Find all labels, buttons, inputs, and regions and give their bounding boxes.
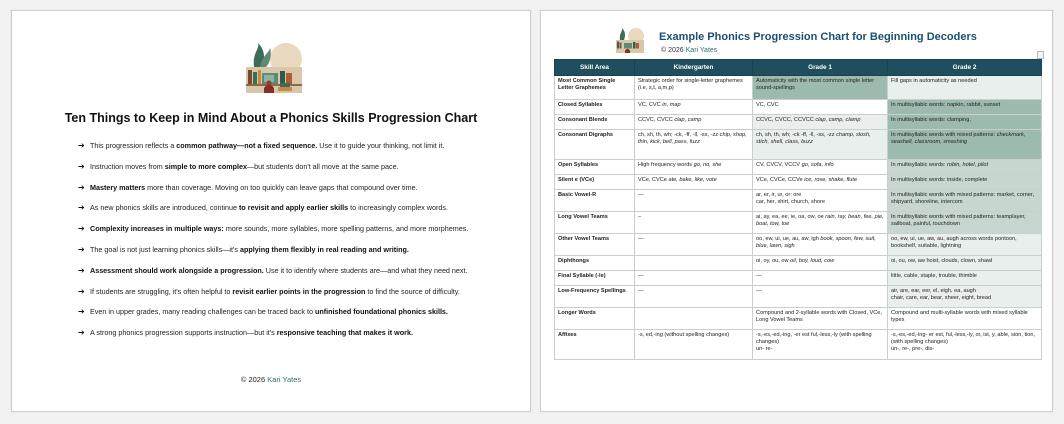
kindergarten-cell xyxy=(635,115,753,130)
grade1-cell xyxy=(753,190,888,212)
cell-text: — xyxy=(638,192,644,198)
tip-text-part: This progression reflects a xyxy=(90,141,177,150)
grade1-cell xyxy=(753,271,888,286)
tip-text xyxy=(90,245,409,254)
kindergarten-cell xyxy=(635,100,753,115)
copyright xyxy=(12,375,530,384)
cell-text: little, cable, staple, trouble, thimble xyxy=(891,273,977,279)
tip-text xyxy=(90,307,448,316)
cell-example-words: ate, bake, like, vote xyxy=(668,177,717,183)
kindergarten-cell xyxy=(635,160,753,175)
skill-area-cell: Diphthongs xyxy=(555,256,635,271)
cell-text: -s, ed,-ing (without spelling changes) xyxy=(638,332,730,338)
left-page xyxy=(11,10,531,412)
table-header-row xyxy=(555,60,1042,76)
tip-item xyxy=(78,307,526,328)
cell-text: — xyxy=(756,288,762,294)
kindergarten-cell xyxy=(635,330,753,360)
kindergarten-cell xyxy=(635,256,753,271)
grade2-cell xyxy=(888,212,1042,234)
table-row xyxy=(555,175,1042,190)
cell-example-words: in, map xyxy=(662,102,681,108)
table-row xyxy=(555,160,1042,175)
tip-text-part: more sounds, more syllables, more spelling patterns, and more morphemes. xyxy=(223,224,469,234)
table-row xyxy=(555,256,1042,271)
grade2-cell xyxy=(888,234,1042,256)
cell-text-line2: car, her, shirt, church, shore xyxy=(756,198,826,205)
cell-text: In multisyllabic words: napkin, rabbit, sunset xyxy=(891,102,1001,108)
tip-item xyxy=(78,245,526,266)
skill-area-cell: Closed Syllables xyxy=(555,100,635,115)
cell-text: -s,-es,-ed,-ing- er est, ful,-less,-ly, or, ist, y, able, sion, tion, (with spelling changes) xyxy=(891,332,1036,345)
tip-text xyxy=(90,287,460,296)
arrow-right-icon: ➔ xyxy=(78,161,85,171)
grade2-cell xyxy=(888,100,1042,115)
cell-text: -s,-es,-ed,-ing, -er est ful,-less,-ly (with spelling changes) xyxy=(756,332,872,345)
cell-text: oo, ew, ui, ue, au, aw, igh xyxy=(756,236,819,242)
skill-area-cell: Affixes xyxy=(555,330,635,360)
arrow-right-icon: ➔ xyxy=(78,244,85,254)
grade1-cell xyxy=(753,286,888,308)
cell-text: – xyxy=(638,214,642,220)
copyright-text: © 2026 xyxy=(661,47,684,54)
grade1-cell xyxy=(753,160,888,175)
cell-example-words: go, sofa, info xyxy=(801,162,834,168)
cell-text: Automaticity with the most common single letter sound-spellings xyxy=(756,78,875,91)
copyright xyxy=(661,47,717,54)
tip-text-part: Instruction moves from xyxy=(90,161,165,171)
tip-text xyxy=(90,328,413,337)
kindergarten-cell xyxy=(635,308,753,330)
arrow-right-icon: ➔ xyxy=(78,328,85,338)
table-row xyxy=(555,234,1042,256)
tip-item xyxy=(78,224,526,245)
grade1-cell xyxy=(753,175,888,190)
cell-example-words: ice, rose, shake, flute xyxy=(804,177,858,183)
cell-text: In multisyllabic words: xyxy=(891,162,946,168)
cell-text: VC, CVC xyxy=(638,102,661,108)
cell-example-words: clap, camp xyxy=(674,117,702,123)
tips-list xyxy=(78,141,526,349)
tip-item xyxy=(78,141,526,162)
skill-area-cell: Final Syllable (-le) xyxy=(555,271,635,286)
tip-text-part: more than coverage. Moving on too quickly can leave gaps that compound over time. xyxy=(145,182,418,192)
tip-text xyxy=(90,266,468,275)
cell-text: Compound and multi-syllable words with mixed syllable types xyxy=(891,310,1028,323)
cell-text: oo, ew, ui, ue, aw, au, augh across words pontoon, bookshelf, suitable, lightning xyxy=(891,236,1017,249)
column-header: Grade 1 xyxy=(753,60,888,76)
cell-text: ch, sh, th, wh; -ck, -ff, -ll, -ss, -zz xyxy=(638,132,719,138)
tip-text-part: If students are struggling, it's often helpful to xyxy=(90,286,233,296)
cell-text: Compound and 2-syllable words with Closed, VCe, Long Vowel Teams xyxy=(756,310,882,323)
table-row xyxy=(555,286,1042,308)
arrow-right-icon: ➔ xyxy=(78,265,85,275)
tip-text-part: to find the source of difficulty. xyxy=(365,286,460,296)
cell-example-words: clap, camp, clamp xyxy=(815,117,861,123)
table-row xyxy=(555,308,1042,330)
cell-example-words: go, no, she xyxy=(693,162,722,168)
grade1-cell xyxy=(753,330,888,360)
grade2-cell xyxy=(888,76,1042,100)
kindergarten-cell xyxy=(635,175,753,190)
chart-title: Example Phonics Progression Chart for Beginning Decoders xyxy=(659,31,977,43)
tip-item xyxy=(78,203,526,224)
tip-emphasis: Mastery matters xyxy=(90,182,146,192)
column-header: Skill Area xyxy=(555,60,635,76)
tip-emphasis: revisit earlier points in the progression xyxy=(232,286,366,296)
cell-text: High frequency words xyxy=(638,162,693,168)
grade1-cell xyxy=(753,100,888,115)
arrow-right-icon: ➔ xyxy=(78,224,85,234)
grade2-cell xyxy=(888,175,1042,190)
kindergarten-cell xyxy=(635,212,753,234)
cell-text-line2: chair, care, ear, bear, sheer, eight, bread xyxy=(891,294,992,301)
skill-area-cell: Low-Frequency Spellings xyxy=(555,286,635,308)
cell-text: In multisyllabic words: inside, complete xyxy=(891,177,988,183)
cell-example-words: book, spoon, few, suit, blue, lawn, sigh xyxy=(756,236,876,249)
tip-text-part: As new phonics skills are introduced, continue xyxy=(90,203,240,213)
cell-text: ai, ay, ea, ee, ie, oa, ow, oe xyxy=(756,214,824,220)
cell-text: — xyxy=(638,236,644,242)
grade2-cell xyxy=(888,160,1042,175)
tip-emphasis: common pathway—not a fixed sequence. xyxy=(176,141,318,150)
table-row xyxy=(555,212,1042,234)
grade2-cell xyxy=(888,308,1042,330)
cell-example-words: oil, boy, loud, cow xyxy=(790,258,835,264)
right-page xyxy=(540,10,1053,412)
skill-area-cell: Most Common Single Letter Graphemes xyxy=(555,76,635,100)
cell-text: In multisyllabic words with mixed patterns: teamplayer, sailboat, painful, touchdown xyxy=(891,214,1026,227)
table-row xyxy=(555,76,1042,100)
cell-text: VCe, CVCe, CCVe xyxy=(756,177,803,183)
grade2-cell xyxy=(888,330,1042,360)
cell-text: ch, sh, th, wh; -ck -ff, -ll, -ss, -zz xyxy=(756,132,835,138)
cell-text: VCe, CVCe xyxy=(638,177,667,183)
cell-text: CCVC, CVCC xyxy=(638,117,673,123)
grade1-cell xyxy=(753,308,888,330)
tip-text xyxy=(90,224,468,233)
bookshelf-illustration-icon xyxy=(234,37,314,97)
kindergarten-cell xyxy=(635,76,753,100)
copyright-text: © 2026 xyxy=(240,375,266,384)
tip-text-part: —but students don't all move at the same pace. xyxy=(246,161,399,171)
arrow-right-icon: ➔ xyxy=(78,182,85,192)
table-row xyxy=(555,190,1042,212)
author-link[interactable]: Kari Yates xyxy=(685,47,718,54)
arrow-right-icon: ➔ xyxy=(78,286,85,296)
column-header: Grade 2 xyxy=(888,60,1042,76)
tip-item xyxy=(78,266,526,287)
tip-emphasis: to revisit and apply earlier skills xyxy=(239,203,349,213)
tip-text xyxy=(90,162,399,171)
cell-text: Fill gaps in automaticity as needed xyxy=(891,78,977,84)
table-row xyxy=(555,115,1042,130)
grade2-cell xyxy=(888,130,1042,160)
tip-text xyxy=(90,183,418,192)
tip-text-part: Use it to identify where students are—and what they need next. xyxy=(263,265,468,275)
cell-text: ar, er, ir, ur, or: ore xyxy=(756,192,802,198)
tip-text xyxy=(90,203,448,212)
grade1-cell xyxy=(753,212,888,234)
skill-area-cell: Silent e (VCe) xyxy=(555,175,635,190)
grade1-cell xyxy=(753,256,888,271)
cell-text: — xyxy=(756,273,762,279)
table-row xyxy=(555,100,1042,115)
grade2-cell xyxy=(888,271,1042,286)
kindergarten-cell xyxy=(635,286,753,308)
tip-item xyxy=(78,287,526,308)
skill-area-cell: Consonant Digraphs xyxy=(555,130,635,160)
skill-area-cell: Longer Words xyxy=(555,308,635,330)
arrow-right-icon: ➔ xyxy=(78,141,85,150)
tip-item xyxy=(78,183,526,204)
tip-emphasis: simple to more complex xyxy=(164,161,247,171)
cell-text: — xyxy=(638,288,644,294)
cell-example-words: checkmark, seashell, classroom, smashing xyxy=(891,132,1026,145)
cell-text: CV, CVCV, VCCV xyxy=(756,162,801,168)
cell-example-words: champ, slosh, stich, shell, class, buzz xyxy=(756,132,871,145)
cell-text: Strategic order for single-letter graphemes (i.e, s,t, a,m,p) xyxy=(638,78,743,91)
cell-example-words: chip, shop, thin, kick, bell, pass, fuzz xyxy=(638,132,747,145)
kindergarten-cell xyxy=(635,190,753,212)
cell-text: CCVC, CVCC, CCVCC xyxy=(756,117,814,123)
grade1-cell xyxy=(753,234,888,256)
grade1-cell xyxy=(753,130,888,160)
author-link[interactable]: Kari Yates xyxy=(267,375,302,384)
tip-emphasis: Complexity increases in multiple ways: xyxy=(90,224,224,234)
skill-area-cell: Basic Vowel-R xyxy=(555,190,635,212)
kindergarten-cell xyxy=(635,271,753,286)
cell-text: In multisyllabic words with mixed patterns: xyxy=(891,132,996,138)
cell-example-words: robin, hotel, pilot xyxy=(946,162,989,168)
grade2-cell xyxy=(888,115,1042,130)
grade1-cell xyxy=(753,76,888,100)
cell-text: — xyxy=(638,273,644,279)
table-row xyxy=(555,330,1042,360)
tip-emphasis: unfinished foundational phonics skills. xyxy=(314,307,448,317)
tip-item xyxy=(78,162,526,183)
tip-text-part: The goal is not just learning phonics skills—it's xyxy=(90,244,240,254)
cell-example-words: rain, ray, bean, fee, pie, boat, tow, toe xyxy=(756,214,884,227)
kindergarten-cell xyxy=(635,130,753,160)
tip-text-part: A strong phonics progression supports instruction—but it's xyxy=(90,328,277,338)
kindergarten-cell xyxy=(635,234,753,256)
cell-text: VC, CVC xyxy=(756,102,779,108)
grade1-cell xyxy=(753,115,888,130)
cell-text-line2: un-, re-, pre-, dis- xyxy=(891,345,935,352)
skill-area-cell: Consonant Blends xyxy=(555,115,635,130)
arrow-right-icon: ➔ xyxy=(78,203,85,213)
grade2-cell xyxy=(888,286,1042,308)
grade2-cell xyxy=(888,256,1042,271)
tip-emphasis: applying them flexibly in real reading and writing. xyxy=(239,244,409,254)
grade2-cell xyxy=(888,190,1042,212)
column-header: Kindergarten xyxy=(635,60,753,76)
table-row xyxy=(555,271,1042,286)
skill-area-cell: Other Vowel Teams xyxy=(555,234,635,256)
tip-text xyxy=(90,141,444,150)
skill-area-cell: Long Vowel Teams xyxy=(555,212,635,234)
cell-text: oi, ou, ow, aw hoist, clouds, clown, shawl xyxy=(891,258,993,264)
bookshelf-illustration-icon xyxy=(609,25,651,55)
page-title: Ten Things to Keep in Mind About a Phonics Skills Progression Chart xyxy=(64,111,478,125)
tip-text-part: to increasingly complex words. xyxy=(348,203,448,213)
tip-text-part: Use it to guide your thinking, not limit it. xyxy=(317,141,445,150)
tip-emphasis: Assessment should work alongside a progression. xyxy=(90,265,264,275)
tip-item xyxy=(78,328,526,349)
cell-text: In multisyllabic words: clamping, xyxy=(891,117,971,123)
arrow-right-icon: ➔ xyxy=(78,307,85,317)
tip-text-part: Even in upper grades, many reading challenges can be traced back to xyxy=(90,307,315,317)
table-row xyxy=(555,130,1042,160)
skill-area-cell: Open Syllables xyxy=(555,160,635,175)
cell-text: In multisyllabic words with mixed patterns: market, corner, shipyard, shoreline, intercom xyxy=(891,192,1035,205)
cell-text: air, are, ear, eer, el, eigh, ea, augh xyxy=(891,288,976,294)
page-corner-icon xyxy=(1037,51,1044,59)
cell-text: oi, oy, ou, ow xyxy=(756,258,789,264)
phonics-progression-table xyxy=(554,59,1042,360)
tip-emphasis: responsive teaching that makes it work. xyxy=(276,328,413,338)
cell-text-line2: un- re- xyxy=(756,345,773,352)
